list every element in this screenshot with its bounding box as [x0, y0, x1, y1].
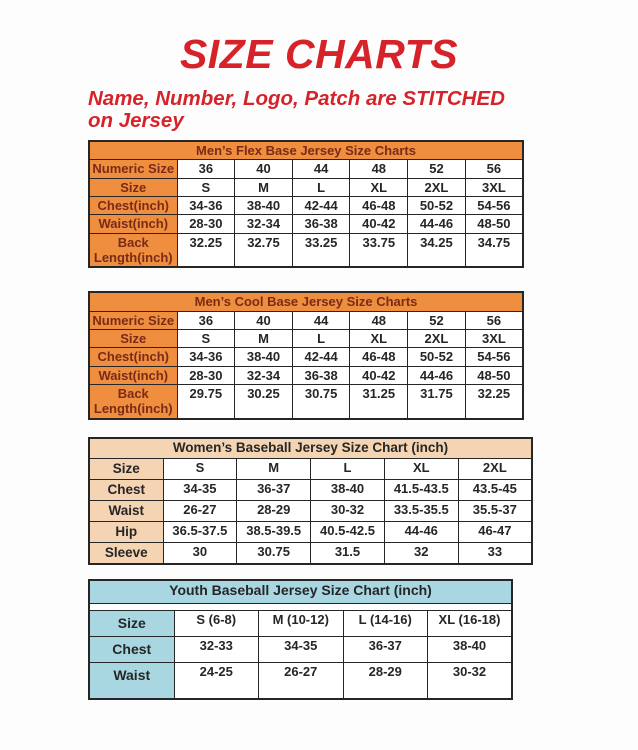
value-cell: 29.75 [177, 385, 235, 419]
row-label-cell: Hip [89, 522, 163, 543]
value-cell: 48 [350, 160, 408, 178]
table-row [89, 311, 523, 329]
table-title-row [89, 580, 512, 604]
value-cell: 40-42 [350, 215, 408, 233]
table-title-row [89, 292, 523, 311]
value-cell: 32.25 [465, 385, 523, 419]
value-cell: 33.25 [292, 233, 350, 267]
value-cell: 38-40 [311, 480, 385, 501]
value-cell: 26-27 [259, 663, 344, 699]
value-cell: 30 [163, 543, 237, 564]
row-label-cell: Sleeve [89, 543, 163, 564]
value-cell: 2XL [458, 459, 532, 480]
row-label-cell: Chest [89, 637, 174, 663]
value-cell: 33.5-35.5 [384, 501, 458, 522]
mens-cool-base-size-chart [88, 291, 524, 419]
value-cell: 32 [384, 543, 458, 564]
spacer-row [89, 604, 512, 611]
value-cell: L [311, 459, 385, 480]
value-cell: 44 [292, 160, 350, 178]
mens-flex-base-size-chart [88, 140, 524, 268]
value-cell: 46-48 [350, 348, 408, 366]
page-title: SIZE CHARTS [179, 31, 459, 77]
table-row [89, 178, 523, 196]
table-title: Men’s Flex Base Jersey Size Charts [89, 141, 523, 160]
value-cell: L [292, 330, 350, 348]
value-cell: 34-35 [259, 637, 344, 663]
value-cell: 34-36 [177, 348, 235, 366]
row-label-cell: Back Length(inch) [89, 385, 177, 419]
value-cell: M (10-12) [259, 611, 344, 637]
value-cell: 33 [458, 543, 532, 564]
value-cell: 36.5-37.5 [163, 522, 237, 543]
spacer-cell [89, 604, 512, 611]
value-cell: 50-52 [408, 197, 466, 215]
value-cell: 48-50 [465, 366, 523, 384]
row-label-cell: Size [89, 611, 174, 637]
value-cell: 28-30 [177, 215, 235, 233]
value-cell: 32-33 [174, 637, 259, 663]
value-cell: 48-50 [465, 215, 523, 233]
value-cell: 40-42 [350, 366, 408, 384]
value-cell: 32-34 [235, 366, 293, 384]
value-cell: L [292, 178, 350, 196]
value-cell: 46-47 [458, 522, 532, 543]
value-cell: 28-29 [237, 501, 311, 522]
value-cell: 3XL [465, 330, 523, 348]
table-row [89, 522, 532, 543]
value-cell: 56 [465, 311, 523, 329]
value-cell: 36-38 [292, 215, 350, 233]
value-cell: 48 [350, 311, 408, 329]
table-row [89, 543, 532, 564]
row-label-cell: Waist [89, 663, 174, 699]
table-row [89, 459, 532, 480]
value-cell: 31.5 [311, 543, 385, 564]
subtitle-line-2: on Jersey [88, 108, 184, 132]
row-label-cell: Waist(inch) [89, 215, 177, 233]
table-row [89, 480, 532, 501]
table-title-row [89, 438, 532, 459]
value-cell: M [237, 459, 311, 480]
value-cell: 42-44 [292, 197, 350, 215]
value-cell: 44-46 [408, 215, 466, 233]
row-label-cell: Size [89, 178, 177, 196]
value-cell: 38-40 [428, 637, 513, 663]
value-cell: 41.5-43.5 [384, 480, 458, 501]
value-cell: 30-32 [311, 501, 385, 522]
table-row [89, 215, 523, 233]
table-row [89, 366, 523, 384]
value-cell: 56 [465, 160, 523, 178]
table-row [89, 501, 532, 522]
value-cell: 52 [408, 311, 466, 329]
value-cell: M [235, 178, 293, 196]
row-label-cell: Size [89, 330, 177, 348]
value-cell: 36-37 [343, 637, 428, 663]
value-cell: 31.25 [350, 385, 408, 419]
value-cell: 44 [292, 311, 350, 329]
table-title: Women’s Baseball Jersey Size Chart (inch) [89, 438, 532, 459]
value-cell: 50-52 [408, 348, 466, 366]
value-cell: 2XL [408, 178, 466, 196]
value-cell: 3XL [465, 178, 523, 196]
value-cell: 30.75 [237, 543, 311, 564]
value-cell: 24-25 [174, 663, 259, 699]
row-label-cell: Size [89, 459, 163, 480]
womens-baseball-size-chart [88, 437, 533, 565]
value-cell: S [163, 459, 237, 480]
table-row [89, 637, 512, 663]
value-cell: 28-30 [177, 366, 235, 384]
subtitle-line-1: Name, Number, Logo, Patch are STITCHED [88, 87, 505, 111]
youth-baseball-size-chart [88, 579, 513, 700]
value-cell: 44-46 [384, 522, 458, 543]
value-cell: 32-34 [235, 215, 293, 233]
row-label-cell: Back Length(inch) [89, 233, 177, 267]
value-cell: XL [350, 178, 408, 196]
table-title: Men’s Cool Base Jersey Size Charts [89, 292, 523, 311]
value-cell: 40.5-42.5 [311, 522, 385, 543]
value-cell: 28-29 [343, 663, 428, 699]
value-cell: XL [384, 459, 458, 480]
value-cell: 34.25 [408, 233, 466, 267]
value-cell: 32.25 [177, 233, 235, 267]
value-cell: 43.5-45 [458, 480, 532, 501]
table-row [89, 611, 512, 637]
value-cell: 30-32 [428, 663, 513, 699]
value-cell: 46-48 [350, 197, 408, 215]
value-cell: 26-27 [163, 501, 237, 522]
value-cell: 35.5-37 [458, 501, 532, 522]
row-label-cell: Chest [89, 480, 163, 501]
table-row [89, 160, 523, 178]
value-cell: 32.75 [235, 233, 293, 267]
tables-root [88, 140, 638, 700]
value-cell: 30.25 [235, 385, 293, 419]
value-cell: 36-37 [237, 480, 311, 501]
value-cell: 36 [177, 160, 235, 178]
value-cell: 40 [235, 160, 293, 178]
value-cell: 38-40 [235, 197, 293, 215]
value-cell: M [235, 330, 293, 348]
row-label-cell: Waist(inch) [89, 366, 177, 384]
value-cell: 34.75 [465, 233, 523, 267]
table-title-row [89, 141, 523, 160]
row-label-cell: Numeric Size [89, 160, 177, 178]
value-cell: XL (16-18) [428, 611, 513, 637]
row-label-cell: Chest(inch) [89, 197, 177, 215]
value-cell: 54-56 [465, 348, 523, 366]
table-row [89, 385, 523, 419]
value-cell: 33.75 [350, 233, 408, 267]
value-cell: S (6-8) [174, 611, 259, 637]
value-cell: 34-36 [177, 197, 235, 215]
value-cell: S [177, 330, 235, 348]
value-cell: 2XL [408, 330, 466, 348]
value-cell: 38-40 [235, 348, 293, 366]
value-cell: 40 [235, 311, 293, 329]
value-cell: 31.75 [408, 385, 466, 419]
row-label-cell: Numeric Size [89, 311, 177, 329]
table-row [89, 197, 523, 215]
value-cell: 36 [177, 311, 235, 329]
value-cell: 36-38 [292, 366, 350, 384]
value-cell: S [177, 178, 235, 196]
value-cell: XL [350, 330, 408, 348]
table-title: Youth Baseball Jersey Size Chart (inch) [89, 580, 512, 604]
page-subtitle [88, 88, 558, 131]
value-cell: 54-56 [465, 197, 523, 215]
value-cell: 42-44 [292, 348, 350, 366]
value-cell: L (14-16) [343, 611, 428, 637]
value-cell: 34-35 [163, 480, 237, 501]
value-cell: 30.75 [292, 385, 350, 419]
table-row [89, 330, 523, 348]
table-row [89, 663, 512, 699]
row-label-cell: Chest(inch) [89, 348, 177, 366]
value-cell: 44-46 [408, 366, 466, 384]
value-cell: 52 [408, 160, 466, 178]
value-cell: 38.5-39.5 [237, 522, 311, 543]
row-label-cell: Waist [89, 501, 163, 522]
table-row [89, 348, 523, 366]
table-row [89, 233, 523, 267]
